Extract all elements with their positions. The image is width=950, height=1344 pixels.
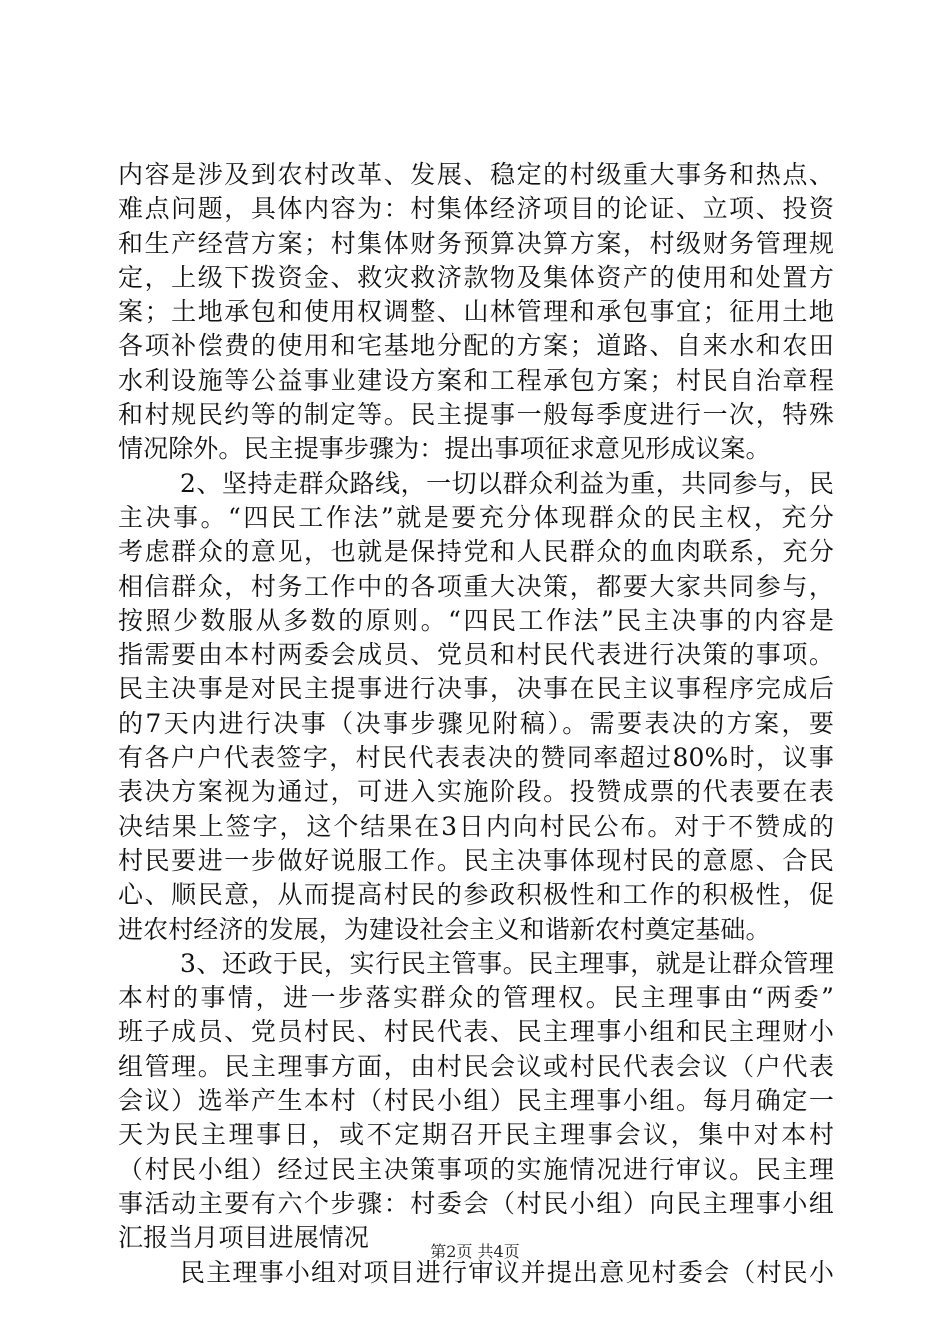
paragraph-start-line: 民主理事小组对项目进行审议并提出意见村委会（村民小 [180,1257,834,1287]
text-line: 民主决事是对民主提事进行决事，决事在民主议事程序完成后 [118,674,834,704]
text-line: 考虑群众的意见，也就是保持党和人民群众的血肉联系，充分 [118,537,834,567]
text-line: 定，上级下拨资金、救灾救济款物及集体资产的使用和处置方 [118,262,834,292]
text-line: 有各户户代表签字，村民代表表决的赞同率超过80%时，议事 [118,743,834,773]
text-line: 内容是涉及到农村改革、发展、稳定的村级重大事务和热点、 [118,160,834,189]
text-line: 组管理。民主理事方面，由村民会议或村民代表会议（户代表 [118,1051,834,1081]
text-line: 主决事。“四民工作法”就是要充分体现群众的民主权，充分 [118,502,834,532]
text-line: 天为民主理事日，或不定期召开民主理事会议，集中对本村 [118,1120,834,1150]
text-line: 村民要进一步做好说服工作。民主决事体现村民的意愿、合民 [118,845,834,875]
text-line: 各项补偿费的使用和宅基地分配的方案；道路、自来水和农田 [118,331,834,361]
text-line: 事活动主要有六个步骤：村委会（村民小组）向民主理事小组 [118,1188,834,1218]
text-line: 情况除外。民主提事步骤为：提出事项征求意见形成议案。 [118,434,771,464]
document-body [118,158,834,1290]
text-line: 难点问题，具体内容为：村集体经济项目的论证、立项、投资 [118,194,834,224]
text-line: 决结果上签字，这个结果在3日内向村民公布。对于不赞成的 [118,811,834,841]
paragraph-start-line: 2、坚持走群众路线，一切以群众利益为重，共同参与，民 [180,468,834,498]
text-line: 汇报当月项目进展情况 [118,1223,370,1253]
text-line: 按照少数服从多数的原则。“四民工作法”民主决事的内容是 [118,605,834,635]
text-line: 相信群众，村务工作中的各项重大决策，都要大家共同参与， [118,571,834,601]
text-line: 心、顺民意，从而提高村民的参政积极性和工作的积极性，促 [118,880,834,910]
text-line: 和生产经营方案；村集体财务预算决算方案，村级财务管理规 [118,228,834,258]
text-line: 本村的事情，进一步落实群众的管理权。民主理事由“两委” [118,983,834,1013]
text-line: 水利设施等公益事业建设方案和工程承包方案；村民自治章程 [118,365,834,395]
text-line: 和村规民约等的制定等。民主提事一般每季度进行一次，特殊 [118,400,834,430]
text-line: 班子成员、党员村民、村民代表、民主理事小组和民主理财小 [118,1017,834,1047]
text-line: 会议）选举产生本村（村民小组）民主理事小组。每月确定一 [118,1086,834,1116]
text-line: 案；土地承包和使用权调整、山林管理和承包事宜；征用土地 [118,297,834,327]
page-number-footer: 第2页 共4页 [430,1242,520,1261]
text-line: 的7天内进行决事（决事步骤见附稿）。需要表决的方案，要 [118,708,834,738]
text-line: 表决方案视为通过，可进入实施阶段。投赞成票的代表要在表 [118,777,834,807]
text-line: 指需要由本村两委会成员、党员和村民代表进行决策的事项。 [118,640,834,670]
paragraph-start-line: 3、还政于民，实行民主管事。民主理事，就是让群众管理 [180,948,834,978]
text-line: 进农村经济的发展，为建设社会主义和谐新农村奠定基础。 [118,914,771,944]
text-line: （村民小组）经过民主决策事项的实施情况进行审议。民主理 [118,1154,834,1184]
